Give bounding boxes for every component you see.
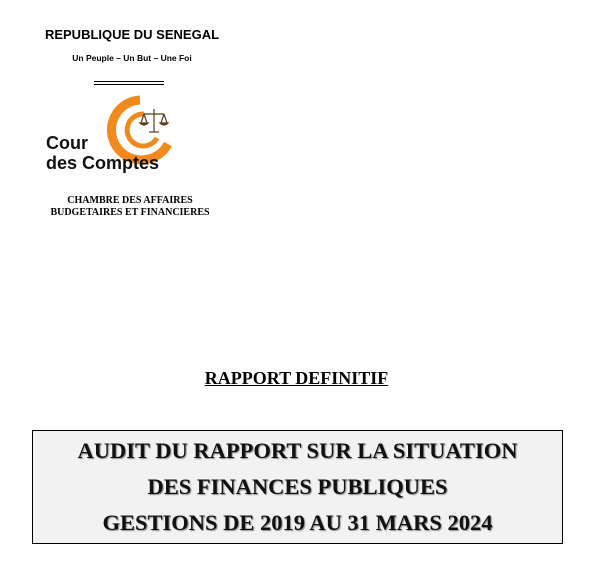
logo-outer-arc xyxy=(111,100,168,160)
logo-text-des-comptes: des Comptes xyxy=(46,153,160,173)
country-name: REPUBLIQUE DU SENEGAL xyxy=(44,27,220,42)
report-title-line-3: GESTIONS DE 2019 AU 31 MARS 2024 xyxy=(102,510,493,535)
report-title-line-2: DES FINANCES PUBLIQUES xyxy=(147,474,448,499)
scales-of-justice-icon xyxy=(140,109,168,132)
header-divider-top xyxy=(94,81,164,82)
chamber-name-line-1: CHAMBRE DES AFFAIRES xyxy=(67,195,193,206)
chamber-name xyxy=(30,195,230,219)
report-title-box xyxy=(32,430,563,544)
logo-text-cour: Cour xyxy=(46,133,88,153)
report-title-line-1: AUDIT DU RAPPORT SUR LA SITUATION xyxy=(77,438,518,463)
report-type: RAPPORT DEFINITIF xyxy=(204,368,389,388)
cour-des-comptes-logo xyxy=(40,92,200,174)
header-divider-bottom xyxy=(94,84,164,85)
national-motto: Un Peuple – Un But – Une Foi xyxy=(72,53,192,63)
chamber-name-line-2: BUDGETAIRES ET FINANCIERES xyxy=(50,207,210,218)
